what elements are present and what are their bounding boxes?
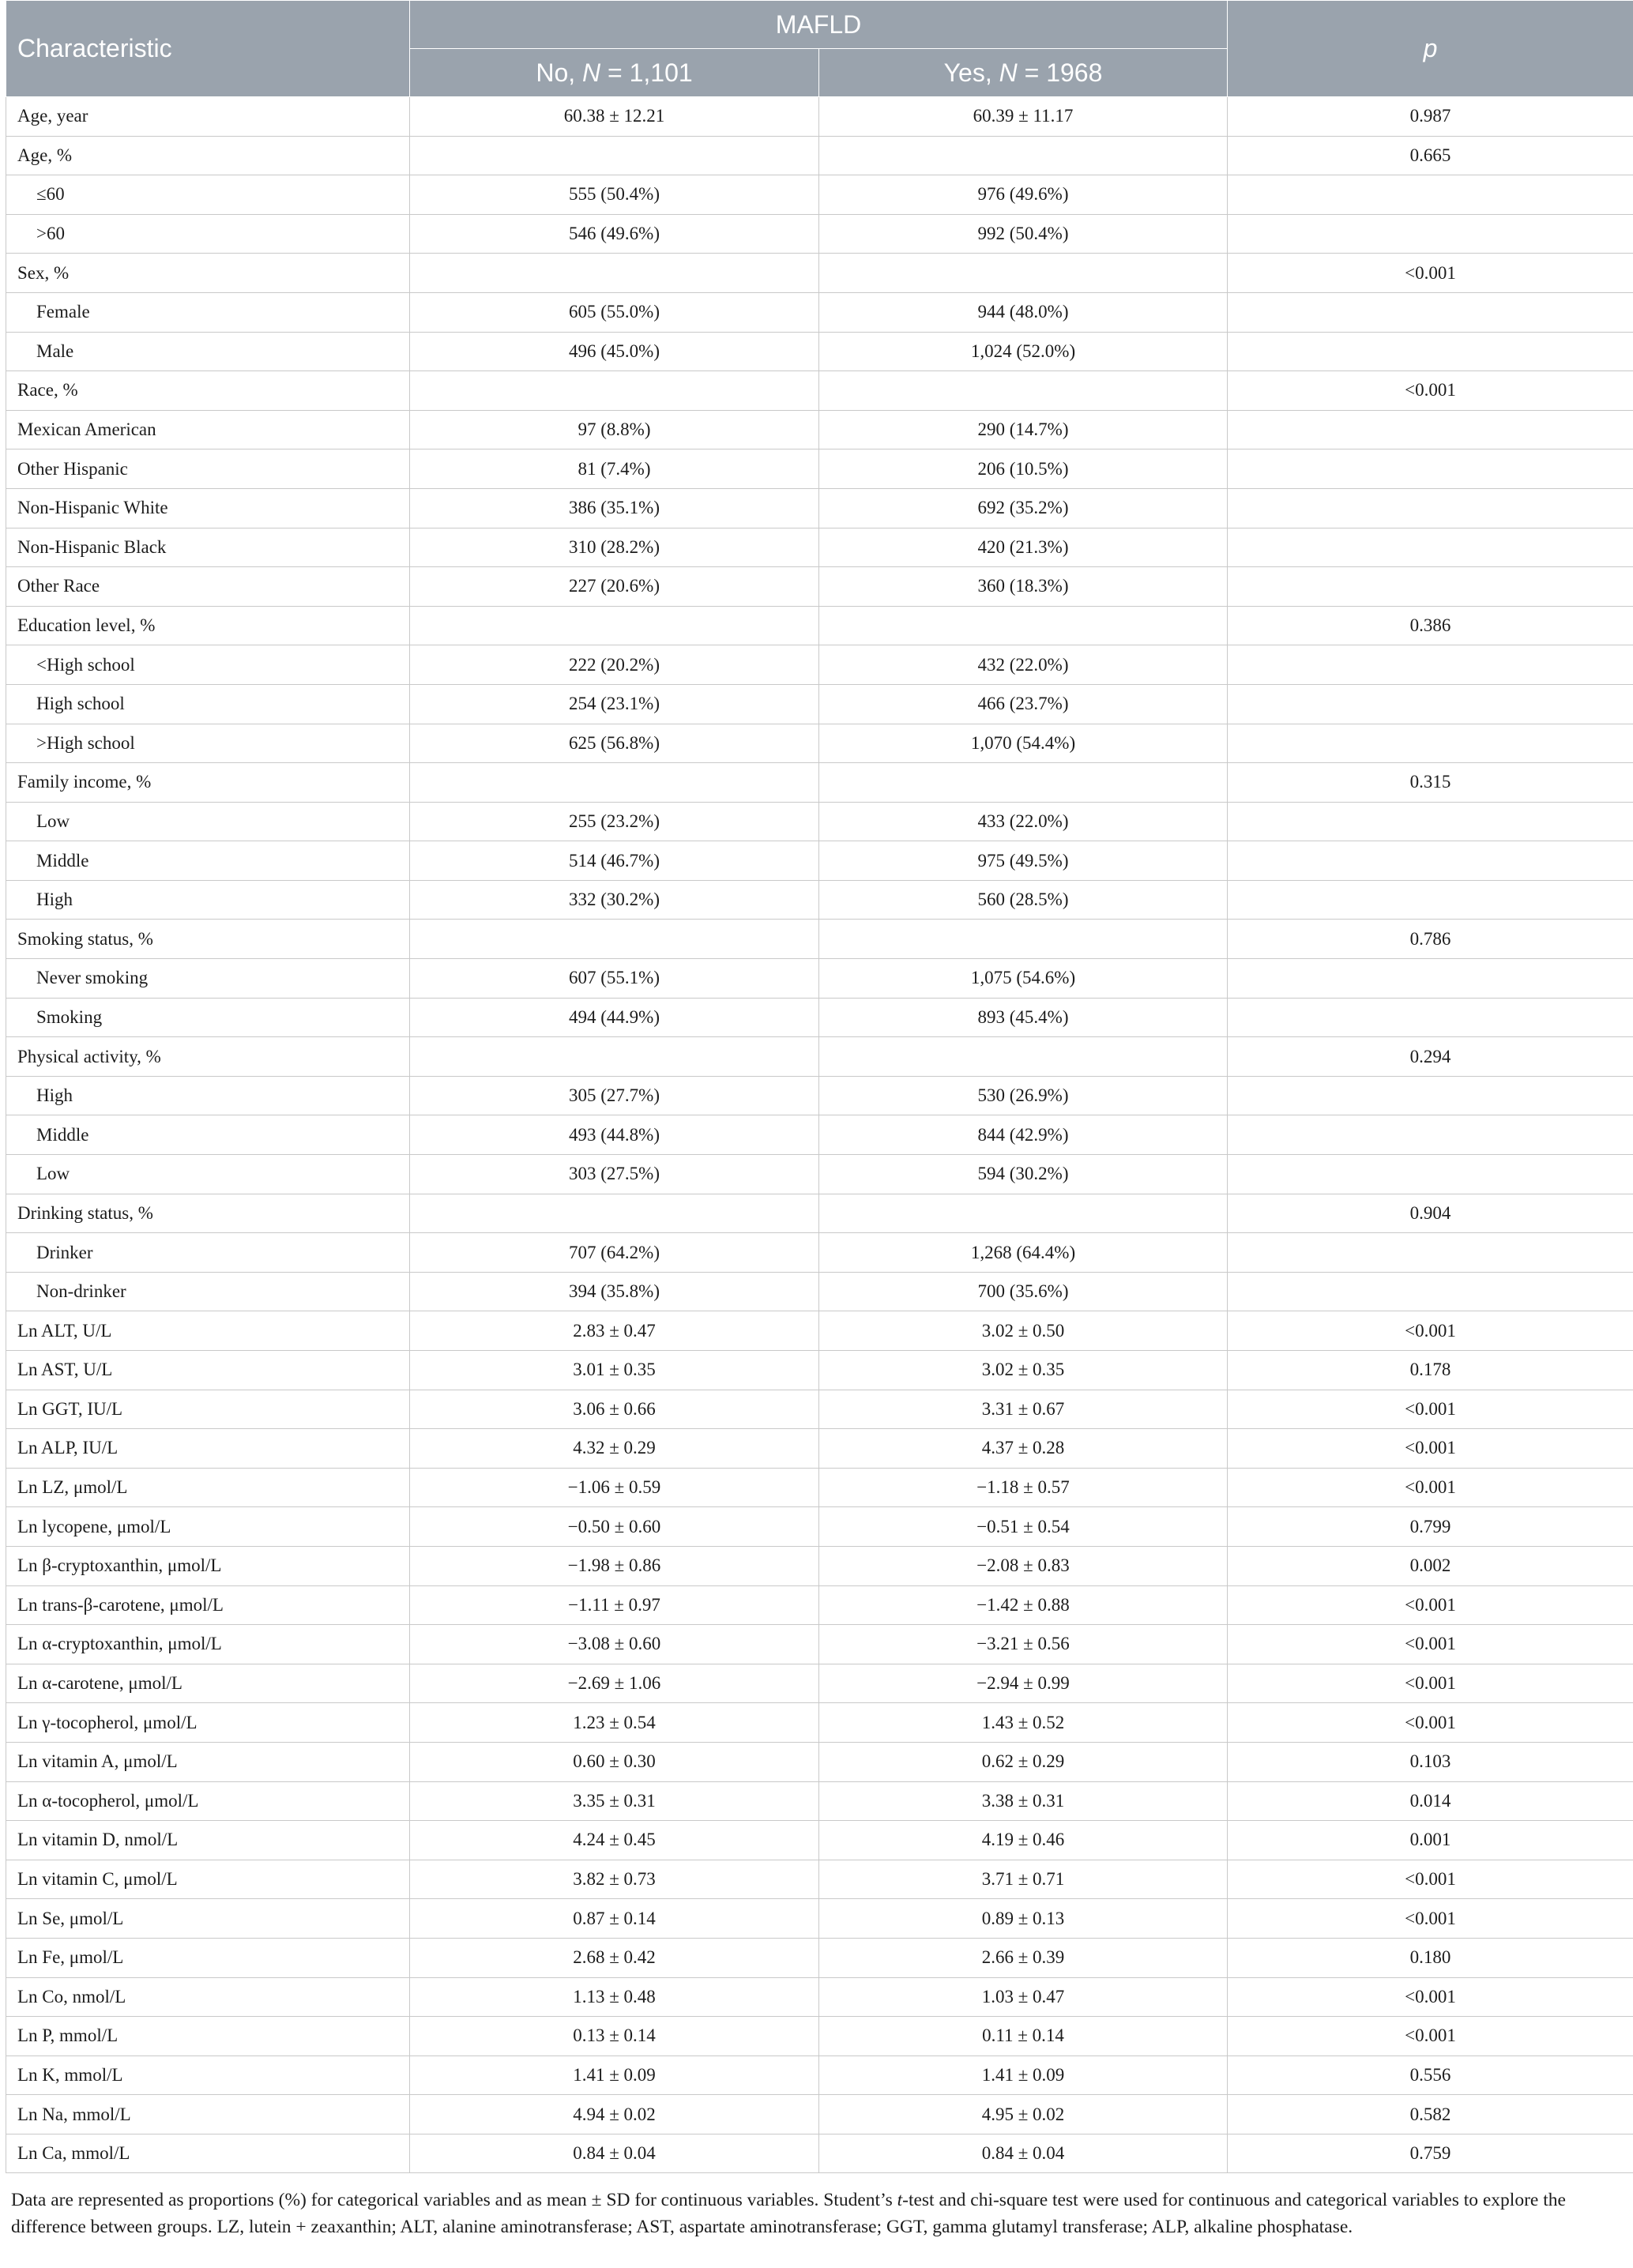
row-p-value [1228, 998, 1633, 1037]
header-yes-prefix: Yes, [943, 58, 999, 87]
row-value-yes: −1.42 ± 0.88 [819, 1585, 1228, 1625]
row-value-yes: 1.03 ± 0.47 [819, 1977, 1228, 2017]
table-row [6, 1155, 1633, 1194]
row-label: Low [6, 802, 410, 841]
row-value-no: 514 (46.7%) [410, 841, 819, 881]
row-p-value: 0.556 [1228, 2055, 1633, 2095]
table-row [6, 1821, 1633, 1860]
table-row [6, 371, 1633, 411]
row-p-value: 0.786 [1228, 920, 1633, 959]
table-row [6, 1351, 1633, 1390]
row-label: Ln α-tocopherol, μmol/L [6, 1781, 410, 1821]
table-row [6, 1664, 1633, 1703]
row-p-value [1228, 959, 1633, 999]
row-value-yes: 1,070 (54.4%) [819, 724, 1228, 763]
row-value-yes: 594 (30.2%) [819, 1155, 1228, 1194]
table-row [6, 1390, 1633, 1429]
row-value-no: 496 (45.0%) [410, 332, 819, 371]
row-p-value [1228, 1233, 1633, 1273]
row-label: Ln γ-tocopherol, μmol/L [6, 1703, 410, 1743]
row-value-no: 625 (56.8%) [410, 724, 819, 763]
table-row [6, 449, 1633, 489]
row-label: Ln lycopene, μmol/L [6, 1507, 410, 1547]
row-value-no: 227 (20.6%) [410, 567, 819, 607]
row-value-yes: 2.66 ± 0.39 [819, 1938, 1228, 1977]
row-value-no: 222 (20.2%) [410, 645, 819, 685]
row-value-yes: 3.31 ± 0.67 [819, 1390, 1228, 1429]
row-p-value: <0.001 [1228, 1585, 1633, 1625]
row-p-value [1228, 488, 1633, 528]
row-value-no: 332 (30.2%) [410, 880, 819, 920]
row-value-yes: 3.02 ± 0.50 [819, 1311, 1228, 1351]
row-value-yes [819, 136, 1228, 175]
row-p-value [1228, 1076, 1633, 1115]
table-body [6, 97, 1633, 2173]
table-row [6, 1468, 1633, 1507]
row-p-value: 0.294 [1228, 1037, 1633, 1077]
row-value-yes [819, 371, 1228, 411]
row-value-yes: 60.39 ± 11.17 [819, 97, 1228, 137]
table-row [6, 1899, 1633, 1939]
row-label: Smoking status, % [6, 920, 410, 959]
row-label: Ln K, mmol/L [6, 2055, 410, 2095]
table-row [6, 763, 1633, 803]
row-value-yes: −0.51 ± 0.54 [819, 1507, 1228, 1547]
row-value-no: −1.06 ± 0.59 [410, 1468, 819, 1507]
row-p-value: <0.001 [1228, 1390, 1633, 1429]
table-row [6, 254, 1633, 293]
row-value-yes: 893 (45.4%) [819, 998, 1228, 1037]
row-p-value: <0.001 [1228, 1468, 1633, 1507]
row-value-yes: 700 (35.6%) [819, 1272, 1228, 1311]
row-label: ≤60 [6, 175, 410, 215]
row-value-yes [819, 254, 1228, 293]
row-value-no: −1.98 ± 0.86 [410, 1546, 819, 1585]
row-value-yes: 1.41 ± 0.09 [819, 2055, 1228, 2095]
table-row [6, 920, 1633, 959]
row-label: Middle [6, 1115, 410, 1155]
table-row [6, 2134, 1633, 2173]
row-p-value: <0.001 [1228, 1977, 1633, 2017]
row-value-no: 0.87 ± 0.14 [410, 1899, 819, 1939]
row-value-yes: 560 (28.5%) [819, 880, 1228, 920]
row-p-value [1228, 1272, 1633, 1311]
row-value-no [410, 1194, 819, 1233]
table-row [6, 1507, 1633, 1547]
row-p-value [1228, 292, 1633, 332]
table-row [6, 1272, 1633, 1311]
row-value-no: 3.06 ± 0.66 [410, 1390, 819, 1429]
row-label: High [6, 1076, 410, 1115]
row-value-no: 97 (8.8%) [410, 410, 819, 449]
row-p-value [1228, 175, 1633, 215]
row-p-value: 0.759 [1228, 2134, 1633, 2173]
row-p-value: <0.001 [1228, 1311, 1633, 1351]
footnote-text-2: -test and chi-square test were used for continuous and categorical variables to explore the difference between groups. LZ, lutein + zeaxanthin; ALT, alanine aminotransferase; AST, aspartate aminotransferase; GGT, gamma glutamyl transferase; ALP, alkaline phosphatase. [11, 2190, 1566, 2237]
row-label: Smoking [6, 998, 410, 1037]
row-p-value [1228, 1155, 1633, 1194]
header-mafld-group: MAFLD [410, 1, 1228, 49]
row-label: Mexican American [6, 410, 410, 449]
row-p-value [1228, 332, 1633, 371]
row-p-value: 0.103 [1228, 1742, 1633, 1781]
row-label: Ln Co, nmol/L [6, 1977, 410, 2017]
row-label: Ln AST, U/L [6, 1351, 410, 1390]
table-row [6, 1429, 1633, 1469]
row-value-no: 494 (44.9%) [410, 998, 819, 1037]
row-value-yes: 4.37 ± 0.28 [819, 1429, 1228, 1469]
table-row [6, 136, 1633, 175]
row-value-yes: 0.62 ± 0.29 [819, 1742, 1228, 1781]
row-value-yes: 4.19 ± 0.46 [819, 1821, 1228, 1860]
row-label: Ln ALT, U/L [6, 1311, 410, 1351]
row-p-value: 0.014 [1228, 1781, 1633, 1821]
row-value-no: 303 (27.5%) [410, 1155, 819, 1194]
row-value-no: 310 (28.2%) [410, 528, 819, 567]
row-value-yes [819, 920, 1228, 959]
row-label: Ln α-cryptoxanthin, μmol/L [6, 1625, 410, 1664]
row-value-yes: 433 (22.0%) [819, 802, 1228, 841]
header-yes-count: = 1968 [1017, 58, 1103, 87]
row-label: Other Race [6, 567, 410, 607]
row-p-value: <0.001 [1228, 1625, 1633, 1664]
row-value-no: −1.11 ± 0.97 [410, 1585, 819, 1625]
row-value-no: 707 (64.2%) [410, 1233, 819, 1273]
row-p-value: 0.001 [1228, 1821, 1633, 1860]
table-row [6, 1938, 1633, 1977]
row-label: Ln trans-β-carotene, μmol/L [6, 1585, 410, 1625]
table-row [6, 606, 1633, 645]
row-p-value: 0.002 [1228, 1546, 1633, 1585]
row-value-yes: 975 (49.5%) [819, 841, 1228, 881]
row-value-no: 4.94 ± 0.02 [410, 2095, 819, 2134]
row-value-no [410, 763, 819, 803]
row-value-no: 1.13 ± 0.48 [410, 1977, 819, 2017]
row-value-yes [819, 763, 1228, 803]
table-row [6, 1860, 1633, 1899]
row-value-yes: 4.95 ± 0.02 [819, 2095, 1228, 2134]
row-value-yes [819, 606, 1228, 645]
row-value-yes: 206 (10.5%) [819, 449, 1228, 489]
row-value-yes: −2.08 ± 0.83 [819, 1546, 1228, 1585]
row-label: Age, % [6, 136, 410, 175]
table-row [6, 1703, 1633, 1743]
row-p-value [1228, 1115, 1633, 1155]
row-value-yes: −1.18 ± 0.57 [819, 1468, 1228, 1507]
table-row [6, 2055, 1633, 2095]
table-row [6, 410, 1633, 449]
row-label: Never smoking [6, 959, 410, 999]
row-value-yes: 432 (22.0%) [819, 645, 1228, 685]
row-value-no: 305 (27.7%) [410, 1076, 819, 1115]
row-p-value: 0.904 [1228, 1194, 1633, 1233]
row-value-yes: 0.89 ± 0.13 [819, 1899, 1228, 1939]
table-row [6, 1311, 1633, 1351]
row-label: Ln Fe, μmol/L [6, 1938, 410, 1977]
row-value-yes: 1,024 (52.0%) [819, 332, 1228, 371]
row-label: >High school [6, 724, 410, 763]
row-p-value: <0.001 [1228, 1703, 1633, 1743]
row-value-no: 1.23 ± 0.54 [410, 1703, 819, 1743]
row-label: Middle [6, 841, 410, 881]
row-label: Physical activity, % [6, 1037, 410, 1077]
row-p-value: <0.001 [1228, 371, 1633, 411]
row-value-no: 0.60 ± 0.30 [410, 1742, 819, 1781]
row-value-no: 4.32 ± 0.29 [410, 1429, 819, 1469]
table-row [6, 175, 1633, 215]
row-label: Non-drinker [6, 1272, 410, 1311]
row-value-yes: 1,075 (54.6%) [819, 959, 1228, 999]
row-p-value [1228, 724, 1633, 763]
row-value-no: 555 (50.4%) [410, 175, 819, 215]
header-no-count: = 1,101 [600, 58, 693, 87]
row-value-yes: 844 (42.9%) [819, 1115, 1228, 1155]
row-p-value [1228, 528, 1633, 567]
row-p-value: 0.665 [1228, 136, 1633, 175]
row-value-yes: 1,268 (64.4%) [819, 1233, 1228, 1273]
row-label: Ln vitamin D, nmol/L [6, 1821, 410, 1860]
table-row [6, 292, 1633, 332]
row-value-no: 2.83 ± 0.47 [410, 1311, 819, 1351]
row-label: Ln Na, mmol/L [6, 2095, 410, 2134]
row-label: Ln GGT, IU/L [6, 1390, 410, 1429]
row-value-no: −0.50 ± 0.60 [410, 1507, 819, 1547]
table-row [6, 567, 1633, 607]
row-value-yes: 3.71 ± 0.71 [819, 1860, 1228, 1899]
table-row [6, 1037, 1633, 1077]
table-row [6, 488, 1633, 528]
row-label: <High school [6, 645, 410, 685]
row-value-yes: 944 (48.0%) [819, 292, 1228, 332]
header-yes-n: N [999, 58, 1018, 87]
row-value-no: −3.08 ± 0.60 [410, 1625, 819, 1664]
row-value-no: 394 (35.8%) [410, 1272, 819, 1311]
row-p-value: <0.001 [1228, 1860, 1633, 1899]
row-value-yes: 0.84 ± 0.04 [819, 2134, 1228, 2173]
row-p-value [1228, 410, 1633, 449]
row-p-value: 0.178 [1228, 1351, 1633, 1390]
table-row [6, 959, 1633, 999]
row-p-value [1228, 841, 1633, 881]
row-value-no: 60.38 ± 12.21 [410, 97, 819, 137]
row-p-value [1228, 684, 1633, 724]
row-value-no: −2.69 ± 1.06 [410, 1664, 819, 1703]
header-no-n: N [582, 58, 601, 87]
row-label: Education level, % [6, 606, 410, 645]
row-value-yes: 976 (49.6%) [819, 175, 1228, 215]
row-p-value [1228, 567, 1633, 607]
header-characteristic: Characteristic [6, 1, 410, 97]
row-label: Other Hispanic [6, 449, 410, 489]
table-row [6, 1977, 1633, 2017]
row-label: High [6, 880, 410, 920]
table-row [6, 214, 1633, 254]
table-row [6, 1585, 1633, 1625]
row-p-value [1228, 645, 1633, 685]
row-label: Ln vitamin A, μmol/L [6, 1742, 410, 1781]
row-value-no [410, 920, 819, 959]
table-row [6, 1076, 1633, 1115]
row-value-no: 0.84 ± 0.04 [410, 2134, 819, 2173]
row-value-no: 81 (7.4%) [410, 449, 819, 489]
row-value-yes: 360 (18.3%) [819, 567, 1228, 607]
table-row [6, 880, 1633, 920]
row-p-value: <0.001 [1228, 1899, 1633, 1939]
row-label: Non-Hispanic White [6, 488, 410, 528]
table-header [6, 1, 1633, 97]
table-row [6, 645, 1633, 685]
row-label: High school [6, 684, 410, 724]
row-p-value: <0.001 [1228, 1664, 1633, 1703]
row-p-value [1228, 802, 1633, 841]
table-row [6, 1781, 1633, 1821]
table-row [6, 998, 1633, 1037]
table-row [6, 724, 1633, 763]
table-row [6, 1546, 1633, 1585]
table-row [6, 1742, 1633, 1781]
row-label: Ln α-carotene, μmol/L [6, 1664, 410, 1703]
row-value-no: 546 (49.6%) [410, 214, 819, 254]
row-p-value [1228, 214, 1633, 254]
table-row [6, 1625, 1633, 1664]
table-row [6, 841, 1633, 881]
row-label: Drinker [6, 1233, 410, 1273]
row-value-yes [819, 1037, 1228, 1077]
row-label: >60 [6, 214, 410, 254]
table-row [6, 2017, 1633, 2056]
table-row [6, 1194, 1633, 1233]
row-value-no [410, 371, 819, 411]
row-value-no: 3.82 ± 0.73 [410, 1860, 819, 1899]
row-value-no: 493 (44.8%) [410, 1115, 819, 1155]
table-row [6, 97, 1633, 137]
header-no-prefix: No, [536, 58, 583, 87]
table-row [6, 528, 1633, 567]
row-label: Male [6, 332, 410, 371]
row-value-yes: 992 (50.4%) [819, 214, 1228, 254]
row-value-yes [819, 1194, 1228, 1233]
row-value-no: 386 (35.1%) [410, 488, 819, 528]
table-footnote [11, 2187, 1615, 2240]
table-container [6, 0, 1633, 2173]
row-value-no [410, 254, 819, 293]
row-label: Ln Ca, mmol/L [6, 2134, 410, 2173]
row-p-value: 0.582 [1228, 2095, 1633, 2134]
table-row [6, 2095, 1633, 2134]
row-p-value: 0.386 [1228, 606, 1633, 645]
table-row [6, 332, 1633, 371]
header-p-value: p [1228, 1, 1633, 97]
row-label: Ln LZ, μmol/L [6, 1468, 410, 1507]
row-label: Non-Hispanic Black [6, 528, 410, 567]
row-p-value: <0.001 [1228, 1429, 1633, 1469]
row-value-yes: −2.94 ± 0.99 [819, 1664, 1228, 1703]
row-value-no: 4.24 ± 0.45 [410, 1821, 819, 1860]
row-value-yes: 3.38 ± 0.31 [819, 1781, 1228, 1821]
row-p-value: <0.001 [1228, 2017, 1633, 2056]
row-value-yes: 0.11 ± 0.14 [819, 2017, 1228, 2056]
row-value-no: 0.13 ± 0.14 [410, 2017, 819, 2056]
row-label: Race, % [6, 371, 410, 411]
row-p-value: 0.799 [1228, 1507, 1633, 1547]
row-value-no: 3.35 ± 0.31 [410, 1781, 819, 1821]
row-value-no: 2.68 ± 0.42 [410, 1938, 819, 1977]
row-label: Sex, % [6, 254, 410, 293]
table-row [6, 802, 1633, 841]
row-p-value [1228, 880, 1633, 920]
row-value-no [410, 606, 819, 645]
row-value-no: 3.01 ± 0.35 [410, 1351, 819, 1390]
table-row [6, 684, 1633, 724]
row-p-value: 0.180 [1228, 1938, 1633, 1977]
row-value-yes: 1.43 ± 0.52 [819, 1703, 1228, 1743]
row-value-yes: 692 (35.2%) [819, 488, 1228, 528]
header-no-group [410, 49, 819, 97]
table-row [6, 1233, 1633, 1273]
row-label: Low [6, 1155, 410, 1194]
row-label: Ln vitamin C, μmol/L [6, 1860, 410, 1899]
header-yes-group [819, 49, 1228, 97]
row-label: Age, year [6, 97, 410, 137]
characteristics-table [6, 0, 1633, 2173]
row-value-no: 607 (55.1%) [410, 959, 819, 999]
row-value-yes: 420 (21.3%) [819, 528, 1228, 567]
row-label: Ln ALP, IU/L [6, 1429, 410, 1469]
row-label: Ln P, mmol/L [6, 2017, 410, 2056]
row-label: Ln β-cryptoxanthin, μmol/L [6, 1546, 410, 1585]
row-value-no [410, 1037, 819, 1077]
row-value-yes: 466 (23.7%) [819, 684, 1228, 724]
row-label: Female [6, 292, 410, 332]
row-value-yes: 290 (14.7%) [819, 410, 1228, 449]
row-label: Ln Se, μmol/L [6, 1899, 410, 1939]
row-value-no: 254 (23.1%) [410, 684, 819, 724]
row-label: Drinking status, % [6, 1194, 410, 1233]
row-value-yes: −3.21 ± 0.56 [819, 1625, 1228, 1664]
footnote-text-1: Data are represented as proportions (%) for categorical variables and as mean ± SD for continuous variables. Student’s [11, 2190, 897, 2210]
row-value-no: 1.41 ± 0.09 [410, 2055, 819, 2095]
row-p-value: <0.001 [1228, 254, 1633, 293]
row-p-value: 0.987 [1228, 97, 1633, 137]
row-value-no: 255 (23.2%) [410, 802, 819, 841]
row-value-no: 605 (55.0%) [410, 292, 819, 332]
table-row [6, 1115, 1633, 1155]
row-label: Family income, % [6, 763, 410, 803]
footnote-t: t [897, 2190, 903, 2210]
row-value-no [410, 136, 819, 175]
row-p-value: 0.315 [1228, 763, 1633, 803]
row-value-yes: 530 (26.9%) [819, 1076, 1228, 1115]
row-p-value [1228, 449, 1633, 489]
row-value-yes: 3.02 ± 0.35 [819, 1351, 1228, 1390]
